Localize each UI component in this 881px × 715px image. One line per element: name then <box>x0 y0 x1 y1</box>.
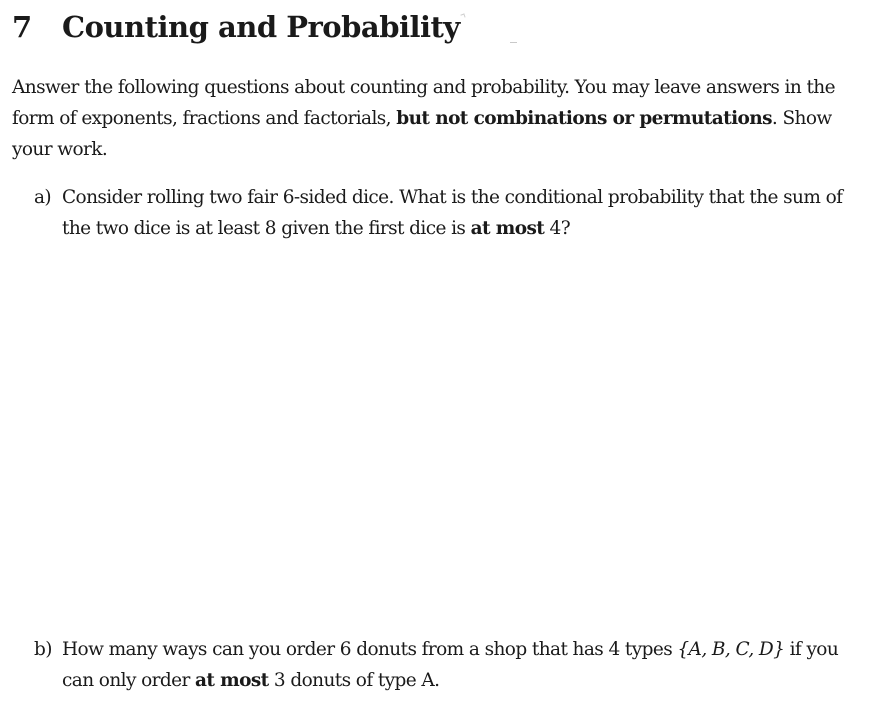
question-text <box>62 634 844 696</box>
section-title: Counting and Probability <box>62 10 460 44</box>
section-heading <box>12 10 460 44</box>
section-number: 7 <box>12 10 32 44</box>
intro-emphasis: but not combinations or permutations <box>396 108 772 129</box>
question-emphasis: at most <box>194 670 269 691</box>
question-text-pre: How many ways can you order 6 donuts from a shop that has 4 types <box>62 639 678 660</box>
question-text-post: 4? <box>544 218 571 239</box>
question-text-post: 3 donuts of type A. <box>268 670 440 691</box>
question-label: a) <box>34 187 52 208</box>
question-text-mid: if you can only order <box>62 639 839 691</box>
question-text-pre: Consider rolling two fair 6-sided dice. What is the conditional probability that the sum of the two dice is at least 8 given the first dice is <box>62 187 843 239</box>
intro-text: Answer the following questions about counting and probability. You may leave answers in the form of exponents, fractions and factorials, <box>12 77 835 129</box>
stray-mark-dash <box>510 42 517 43</box>
intro-text-end: . Show your work. <box>12 108 832 160</box>
question-a <box>34 182 844 244</box>
stray-mark-top <box>460 13 465 18</box>
question-text <box>62 182 844 244</box>
question-b <box>34 634 844 696</box>
set-notation: {A, B, C, D} <box>677 639 785 660</box>
question-label: b) <box>34 639 52 660</box>
question-emphasis: at most <box>470 218 545 239</box>
intro-paragraph <box>12 72 842 165</box>
